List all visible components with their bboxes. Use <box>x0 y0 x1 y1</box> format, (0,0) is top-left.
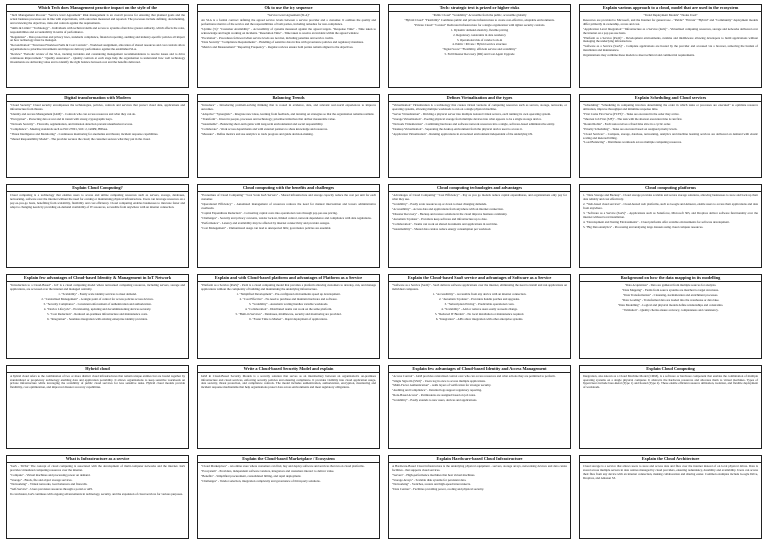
panel-body <box>7 102 188 177</box>
paragraph: "Hybrid Cloud" "Flexibility" Combines public and private infrastructure to create cost-effective, adaptable environments. <box>404 17 555 22</box>
panel-body <box>198 192 379 267</box>
paragraph: "Escalation" - Procedures followed when service levels are not met, including penalties and service credits. <box>201 35 334 40</box>
paragraph: "Multi-Factor Authentication" - Adds layers of verification for stronger security. <box>392 383 492 388</box>
paragraph: "Review" "Periodic review of the SLA, tracking incidents and considering management recommendations to resolve issues and to drive continuous improvement." "Quality Assurance" - Quality controls at each stage help the organisation to understand how well technology investments are delivering value and to identify the right balance between cost and the benefits delivered. <box>10 52 185 64</box>
paragraph: 1. "Data Storage and Backup" - Cloud storage provides scalable and secure storage solutions, allowing businesses to store and back up their data reliably and cost effectively. <box>583 193 758 202</box>
paragraph: "Scalability" - Easily extends to new users, devices and applications. <box>392 398 478 403</box>
panel-title: Which Tech does Management practice impact on the style of the <box>7 5 188 12</box>
paragraph: 4. "Scalability" - Add or remove users easily as needs change. <box>441 307 518 312</box>
paragraph: 4. Public / Private / Hybrid service structure <box>452 42 507 47</box>
paragraph: "Skills & Limits" "Technology" - Individuals with technical skills and access to systems often have greater authority, which affects the roles, responsibilities and accountability in terms of performance. <box>10 25 185 34</box>
panel-title: What is Infrastructure as a service <box>7 456 188 463</box>
paragraph: "Software as a Service (SaaS)" - SaaS delivers software applications over the internet, eliminating the need to install and run applications on individual computers. <box>392 283 567 292</box>
paragraph: "Application Level Integration" "Infrastructure as a Service (IaaS)" - Virtualized computing resources, storage and networks delivered over the internet on a pay-per-use basis. <box>583 26 758 35</box>
paragraph: "Data Modelling" - Logical and physical models define relationships and constraints. <box>617 303 724 308</box>
panel-body <box>580 463 761 538</box>
paragraph: 6. "Integration" - APIs allow integration with other enterprise systems. <box>435 316 524 321</box>
panel-body <box>580 12 761 87</box>
paragraph: 1. Dynamic demand elasticity, flexible pricing <box>450 27 509 32</box>
paragraph: "Storage" - Block, file and object storage services. <box>10 477 73 482</box>
panel-body <box>389 463 570 538</box>
paragraph: "Data Mapping" - Fields from source systems are matched to target structures. <box>622 288 719 293</box>
paragraph: "Network Virtualization" - Combining hardware and software network resources into a single, software-based administrative entity. <box>392 121 555 126</box>
paragraph: "Scalability" - Easily scale resources up or down to meet changing demands. <box>392 202 487 207</box>
paragraph: "Virtualization" Virtualization is a technology that creates virtual versions of computing resources such as servers, storage, networks, or operating systems, allowing multiple workloads to run on a single physical machine. <box>392 103 567 112</box>
panel-body <box>198 282 379 357</box>
paragraph: "Collaboration" - Teams can work on shared documents and applications in real time. <box>392 221 498 226</box>
panel-title: Ok to use the icy sequence <box>198 5 379 12</box>
paragraph: "Introduction to a Cloud-Based" - IoT is a cloud computing model where networked computing resources, including servers, storage and applications, are accessed over the internet and managed centrally. <box>10 283 185 292</box>
paragraph: Organizations may combine these models to meet technical and commercial requirements. <box>583 53 695 58</box>
paragraph: "Storage Arrays" - Scalable disk systems for persistent data. <box>392 477 467 482</box>
paragraph: "Networking" - Switches, routers and high-speed interconnects. <box>392 482 471 487</box>
panel-body <box>389 192 570 267</box>
paragraph: 2. "Centralized Management" - A single point of control for access policies across devices. <box>41 297 154 302</box>
panel-body <box>198 463 379 538</box>
panel <box>6 4 189 88</box>
panel <box>579 184 762 268</box>
paragraph: "Cloud Marketplace" - An online store where customers can find, buy and deploy software and services that run on cloud platforms. <box>201 463 365 468</box>
paragraph: "Software as a Service (SaaS)" - Complete applications are hosted by the provider and accessed via a browser, removing the burden of installation and maintenance. <box>583 44 758 53</box>
panel-body <box>7 282 188 357</box>
paragraph: 2. Regulatory constraints in data residency <box>453 32 506 37</box>
panel-title: Digital transformation with Modern <box>7 95 188 102</box>
paragraph: "Validation" - Quality checks ensure accuracy, completeness and consistency. <box>622 308 719 313</box>
paragraph: "Cost Management" - Unmonitored usage can lead to unexpected bills; governance policies are essential. <box>201 225 332 230</box>
paragraph: "Data Loading" - Transformed data are loaded into the warehouse or data lake. <box>621 298 720 303</box>
paragraph: "Cloud Security" Cloud security encompasses the technologies, policies, controls and services that protect cloud data, applications and infrastructure from threats. <box>10 103 185 112</box>
paragraph: 4. "Collaboration" - Distributed teams can work on the same platform. <box>244 307 333 312</box>
paragraph: "Networking" - Virtual networks, load balancers and firewalls. <box>10 482 88 487</box>
panel <box>388 4 571 88</box>
panel <box>6 365 189 449</box>
panel-body <box>198 373 379 448</box>
paragraph: "Advantages of Cloud Computing" "Cost Efficiency" - Pay as you go models reduce capital expenditures, and organizations only pay for what they use. <box>392 193 567 202</box>
paragraph: "Load Balancing" - Distributes workloads across multiple computing resources. <box>583 140 682 145</box>
paragraph: 1. "Scalability" - Easily scale identity services to meet demand. <box>58 292 137 297</box>
paragraph: "Cloud Services" - Compute, storage, database, networking, analytics and machine learning services are delivered on demand with elastic scaling and metered billing. <box>583 131 758 140</box>
paragraph: Cloud storage is a service that allows users to store and access data and files over the internet instead of on local physical drives. Data is stored across multiple servers in data centres managed by cloud providers, ensuring redundancy, durability and availability. Users can access their files from any device with an internet connection, making collaboration and sharing easier. Common examples include Google Drive, Dropbox, and Amazon S3. <box>583 463 758 480</box>
panel <box>197 365 380 449</box>
paragraph: "Service Level Agreement (SLA)" <box>267 13 310 17</box>
paragraph: 2. "Cost Effective" - No need to purchase and maintain hardware and software. <box>239 297 338 302</box>
paragraph: "Self-Service" - Users provision resources through a portal or API. <box>10 487 93 492</box>
paragraph: "Data Acquisition" - Data are gathered from multiple sources for analysis. <box>624 283 717 288</box>
paragraph: "Shortest Job First (SJF)" - The task with the shortest execution time is run first. <box>583 116 683 121</box>
paragraph: "Metrics and Measurement" "Reporting Frequency" - Regular reviews ensure both parties remain aligned to the objectives. <box>201 45 354 50</box>
paragraph: "Shared Responsibility Model" - The provider secures the cloud; the customer secures what they put in the cloud. <box>10 136 151 141</box>
paragraph: "Servers" - High-performance machines that host virtual machines. <box>392 472 476 477</box>
paragraph: "Network Security" - Firewalls, segmentation, and intrusion detection prevent unauthorized access. <box>10 121 133 126</box>
panel-title: Write a Cloud-based Security Model and explain <box>198 366 379 373</box>
paragraph: "Compliance" - Meeting standards such as ISO 27001, SOC 2, GDPR, HIPAA. <box>10 126 109 131</box>
paragraph: "Adaptive" "Synergistic" - Integrate new ideas, learning from feedback, and iterating on strategies so that the organization remains resilient. <box>201 111 375 116</box>
paragraph: 3. Operational risk of vendor lock-in <box>456 37 503 42</box>
paragraph: "Challenges" - Security and privacy concerns, vendor lock-in, limited control, network dependence and compliance with data regulations. <box>201 215 372 220</box>
paragraph: "Uptime (%)" "Customer Availability" - Accessibility of systems measured against the agreed targets. "Response Time" - Time taken to acknowledge and begin working on incidents. "Resolution Time" - Time taken to resolve an incident within the agreed window. <box>201 26 376 35</box>
paragraph: "Access Control" - IAM provides centralized control over who can access resources and what actions they are permitted to perform. <box>392 373 556 378</box>
panel-title: Balancing Trends <box>198 95 379 102</box>
panel <box>388 455 571 539</box>
paragraph: "Desktop Virtualization" - Separating the desktop environment from the physical device used to access it. <box>392 126 523 131</box>
panel <box>197 184 380 268</box>
panel <box>6 184 189 268</box>
panel-title: Explain Cloud Computing? <box>7 185 188 192</box>
panel-title: Cloud computing with the benefits and challenges <box>198 185 379 192</box>
panel <box>579 94 762 178</box>
paragraph: "Threat Intelligence and Monitoring" - Continuous monitoring for anomalies and threats; incident response capabilities. <box>10 131 159 136</box>
panel <box>6 274 189 358</box>
paragraph: 3. "Subscription Pricing" - Predictable operational costs. <box>444 302 515 307</box>
paragraph: "Storage Virtualization" - Pooling physical storage from multiple devices into what appears to be a single storage device. <box>392 116 542 121</box>
panel-body <box>389 282 570 357</box>
paragraph: "Automatic Updates" - Providers keep software and infrastructure up to date. <box>392 216 488 221</box>
paragraph: 5. "Big Data Analytics" - Processing and analysing large datasets using cloud compute resources. <box>583 224 704 229</box>
paragraph: "Scheduling" "Scheduling in computing involves determining the order in which tasks or processes are executed" to optimize resource utilization, improve throughput and minimize response time. <box>583 103 758 112</box>
paragraph: In conclusion, IaaS continues with ongoing advancements in technology, security, and the expansion of cloud services for various purposes. <box>10 492 183 497</box>
panel-body <box>7 192 188 267</box>
paragraph: "Accessibility" - Access data and applications from anywhere with an internet connection. <box>392 207 504 212</box>
paragraph: Integration, also known as a Cloud Machine Model (CMM), is a software or hardware component that enables the combination of multiple operating systems on a single physical computer. It abstracts the hardware resources and allocates them to virtual machines. Types of hypervisors include bare-metal (Type 1) and hosted (Type 2). These enable efficient resource utilization, isolation, and flexible deployment of workloads. <box>583 373 758 390</box>
paragraph: "Benefits" - Simplified procurement, consolidated billing, and rapid deployment. <box>201 473 302 478</box>
panel <box>388 184 571 268</box>
paragraph: "Reconciliation" "Structured Workload Sells & Cost Controls" - Workload assignment, allocation of shared resources and cost controls allow organizations to prioritise investments and improve delivery performance against the established SLA. <box>10 43 185 52</box>
paragraph: "Operational Efficiency" - Automated management of resources reduces the need for manual intervention and lowers administrative overheads. <box>201 202 376 211</box>
panel-title: Cloud computing technologies and advantages <box>389 185 570 192</box>
paragraph: 5. "Reduced IT Burden" - No local installation or maintenance required. <box>434 311 525 316</box>
panel-body <box>7 463 188 538</box>
paragraph: Resources are provided to Microsoft, and the Internet for general use - "Public" "Private" "Hybrid" and "Community" deployment models differ primarily in ownership, access and cost. <box>583 17 758 26</box>
paragraph: "Platform as a Service (PaaS)" - PaaS is a cloud computing model that provides a platform allowing customers to develop, run, and manage applications without the complexity of building and maintaining the underlying infrastructure. <box>201 283 376 292</box>
paragraph: "Data Centres" - Facilities providing power, cooling and physical security. <box>392 487 484 492</box>
panel <box>6 455 189 539</box>
paragraph: 3. "Security Compliance" - Consistent enforcement of authentication and authorization. <box>43 302 152 307</box>
paragraph: "Signal Score" "Flexibility, efficient service and scalability" <box>442 47 517 52</box>
paragraph: 2. "Automatic Updates" - Providers handle patches and upgrades. <box>438 297 521 302</box>
panel-title: Explain various approach to a cloud, model that are used in the ecosystem <box>580 5 761 12</box>
panel-body <box>580 373 761 448</box>
panel <box>197 94 380 178</box>
paragraph: "Challenges" - Vendor selection, integration complexity and governance of third-party solutions. <box>201 478 321 483</box>
paragraph: "Platform as a Service (PaaS)" - Development environments, runtime and middleware allowing developers to build applications without managing the underlying infrastructure. <box>583 35 758 44</box>
panel <box>6 94 189 178</box>
panel-title: Explain the Cloud-based SaaS service and advantages of Software as a Service <box>389 275 570 282</box>
paragraph: "Introduce" - Introducing problem-solving thinking that is rooted in evidence, data, and relevant real-world experiences to improve outcomes. <box>201 103 376 112</box>
paragraph: 5. "Built-in Services" - Databases, middleware, security and monitoring are provided. <box>235 311 342 316</box>
paragraph: "Server Virtualization" - Dividing a physical server into multiple isolated virtual servers, each running its own operating system. <box>392 111 551 116</box>
panel-title: Explain the Cloud Architecture <box>580 456 761 463</box>
paragraph: "Identity and Access Management (IAM)" - Controls who can access resources and what they can do. <box>10 111 136 116</box>
paragraph: "Capital Expenditure Reduction" - Converting capital costs into operational costs through pay-per-use pricing. <box>201 210 338 215</box>
paragraph: "Auditing and Compliance" - Detailed logs support regulatory reporting. <box>392 388 482 393</box>
paragraph: "Round Robin" - Each task receives a fixed time slice in a cyclic order. <box>583 121 671 126</box>
paragraph: 6. "Faster Time to Market" - Rapid deployment of applications. <box>249 316 328 321</box>
paragraph: "Transform" - Invest in people, processes and technology; prioritise initiatives that deliver measurable value. <box>201 116 336 121</box>
paragraph: "Disaster Recovery" - Backup and restore solutions in the cloud improve business continuity. <box>392 211 508 216</box>
paragraph: 6. "Integration" - Seamless integration with existing enterprise identity providers. <box>47 316 148 321</box>
panel-title: Explain few advantages of Cloud-based Identity and Access Management <box>389 366 570 373</box>
panel-title: Explain Scheduling and Cloud services <box>580 95 761 102</box>
panel-title: Explain the Cloud-based Marketplace / Ecosystem <box>198 456 379 463</box>
paragraph: 5. Full Disaster Recovery (DR) and Cost Agent Upgrade <box>444 52 515 57</box>
panel-title: Explain and with Cloud-based platform and advantages of Platform as a Service <box>198 275 379 282</box>
paragraph: "Sustainability" - Shared data centres reduce energy consumption per workload. <box>392 226 492 231</box>
paragraph: Cloud computing is a technology that enables users to access and utilize computing resources such as servers, storage, databases, networking, software over the internet without the need for owning or maintaining physical infrastructure. Users can leverage resources on a pay-as-you-go basis, benefiting from scalability, flexibility and cost efficiency. Cloud computing enables businesses to innovate faster and adapt to changing needs by providing on-demand availability of IT resources, accessible from anywhere with an internet connection. <box>10 193 185 210</box>
paragraph: "Economies of Cloud Computing" "Cost Scale IaaS Servers" - Shared infrastructure and storage capacity reduce the cost per unit for each customer. <box>201 193 376 202</box>
paragraph: 4. "Development and Testing Environments" - Cloud platforms offer scalable environments for software development. <box>583 219 730 224</box>
panel-title: Explain few advantages of Cloud-based Identity & Management in IoT Network <box>7 275 188 282</box>
panel-title: Hybrid cloud <box>7 366 188 373</box>
panel <box>197 4 380 88</box>
panel-title: Background on how the data mapping in its modelling <box>580 275 761 282</box>
paragraph: "Compute" - Virtual machines and processing power on demand. <box>10 472 91 477</box>
panel <box>197 274 380 358</box>
panel <box>579 274 762 358</box>
paragraph: 1. "Accessibility" - Accessible from any device with an internet connection. <box>432 292 527 297</box>
paragraph: "Data Security" "Compliance Requirements" - Handling of sensitive data in line with governance policies and regulatory mandates. <box>201 40 364 45</box>
panel-body <box>580 102 761 177</box>
paragraph: A hybrid cloud refers to the combination of two or more distinct cloud infrastructures that remain unique entities but are bound together by standardized or proprietary technology enabling data and application portability. It allows organizations to keep sensitive workloads on private infrastructure while leveraging the scalability of public cloud services for less sensitive tasks. Hybrid cloud models provide flexibility, cost optimization, and improved disaster recovery capabilities. <box>10 373 185 390</box>
paragraph: "Encryption" - Protecting data at rest and in transit with strong cryptographic keys. <box>10 116 113 121</box>
panel <box>579 455 762 539</box>
paragraph: "Priority Scheduling" - Tasks are executed based on assigned priority levels. <box>583 126 678 131</box>
panel-body <box>7 12 188 87</box>
paragraph: "Role-Based Access" - Permissions are assigned based on job roles. <box>392 393 476 398</box>
paragraph: 4. "Device Lifecycle" - Provisioning, updating and decommissioning devices securely. <box>43 307 152 312</box>
paragraph: "Trend Deployment Models" "Nodes Used" <box>643 13 698 17</box>
panel-title: Tech: strategic text is prized or higher risks <box>389 5 570 12</box>
panel-title: Cloud computing platforms <box>580 185 761 192</box>
paragraph: "Sustainable" - Balancing short-term gains with long-term environmental and social responsibility. <box>201 121 324 126</box>
paragraph: "Ecosystem" - Providers, independent software vendors, integrators and customers interact to deliver value. <box>201 468 335 473</box>
panel-body <box>7 373 188 448</box>
paragraph: 5. "Cost Reduction" - Reduced on-premises infrastructure and maintenance costs. <box>47 311 148 316</box>
panel <box>197 455 380 539</box>
paragraph: 3. "Software as a Service (SaaS)" - Applications such as Salesforce, Microsoft 365, and Dropbox deliver software functionality over the internet without local installation. <box>583 210 758 219</box>
panel-title: Explain Cloud Computing <box>580 366 761 373</box>
paragraph: 2. "Web-based cloud services" - Cloud-hosted web platforms, such as Google and Amazon, enable users to access their applications and data from anywhere. <box>583 202 758 211</box>
paragraph: "Regulation" - Data protection and privacy laws, standards compliance, financial reporting, auditing and industry-specific policies all impact on how technology must be managed. <box>10 34 185 43</box>
paragraph: "Performance" - Latency and availability may be affected by internet connectivity and provider outages. <box>201 220 330 225</box>
panel <box>388 365 571 449</box>
paragraph: "Single Sign-On (SSO)" - Users log in once to access multiple applications. <box>392 378 486 383</box>
paragraph: 3. "Scalability" - Automatic scaling handles variable workloads. <box>248 302 329 307</box>
paragraph: "IaaS - TOTA" The concept of cloud computing is associated with the development of multi-computer networks and the internet. IaaS provides virtualized computing resources over the internet. <box>10 463 185 472</box>
paragraph: "Tech Management Process" "Service level Agreement" Risk management is an overall process for ensuring that planned goals and the actual business processes are in line with expectations, with outcomes measured and reported. The processes include defining, documenting, and reviewing the objectives, risks and controls against the requirements. <box>10 13 185 25</box>
panel-body <box>580 282 761 357</box>
panel <box>388 274 571 358</box>
paragraph: "Private Cloud" "Control" Dedicated infrastructure for a single organization with tighter security controls. <box>413 22 546 27</box>
paragraph: "Data Transformation" - Cleansing, normalization and enrichment processes. <box>622 293 719 298</box>
panel-title: Explain Hardware-based Cloud Infrastructure <box>389 456 570 463</box>
paragraph: "Measure" - Define metrics and use analytics to track progress and guide decision-making. <box>201 131 314 136</box>
panel <box>579 4 762 88</box>
panel-body <box>198 102 379 177</box>
paragraph: "Public Cloud" "Scalability" Accessible from the public, accessible globally <box>432 13 527 17</box>
paragraph: "Application Virtualization" - Running applications in an isolated environment independent of the underlying OS. <box>392 131 533 136</box>
paragraph: An SLA is a formal contract defining the agreed service levels between a service provider and a customer. It outlines the quality and performance metrics of the service and the responsibilities of both parties, including remedies for non-compliance. <box>201 17 376 26</box>
panel-body <box>389 373 570 448</box>
paragraph: 1. "Simplified Development" - Pre-configured environments speed up development. <box>236 292 341 297</box>
panel-body <box>389 102 570 177</box>
paragraph: A Hardware-Based Cloud infrastructure is the underlying physical equipment - servers, storage arrays, networking devices and data centre facilities - that supports cloud services. <box>392 463 567 472</box>
panel-body <box>580 192 761 267</box>
paragraph: IAM in Cloud-Based Security Models is a security solution that serves as an intermediary between an organization's on-premises infrastructure and cloud services, enforcing security policies and ensuring compliance. It provides visibility into cloud application usage, data security, threat protection, and compliance controls. The model includes authentication, authorization, encryption, monitoring and incident response mechanisms that help organizations protect data across environments and meet regulatory obligations. <box>201 373 376 390</box>
paragraph: "First Come First Serve (FCFS)" - Tasks are executed in the order they arrive. <box>583 111 680 116</box>
panel-title: Defines Virtualization and the types <box>389 95 570 102</box>
paragraph: "Collaborate" - Work across departments and with external partners to share knowledge and resources. <box>201 126 328 131</box>
panel <box>388 94 571 178</box>
panel-body <box>198 12 379 87</box>
panel-body <box>389 12 570 87</box>
panel <box>579 365 762 449</box>
